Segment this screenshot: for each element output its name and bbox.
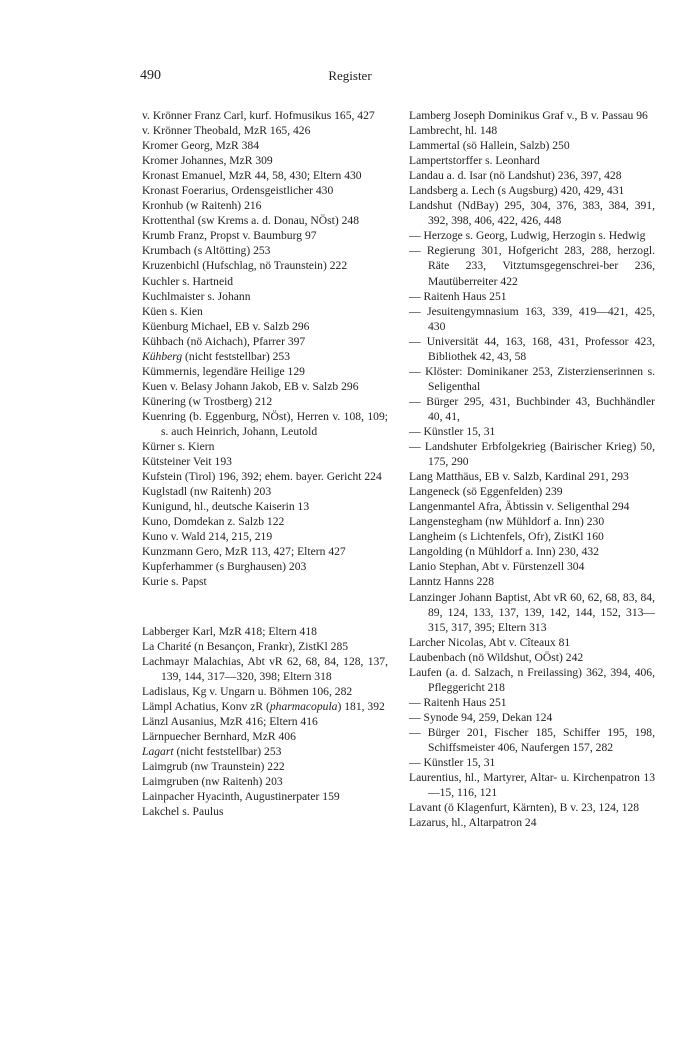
index-entry: Langolding (n Mühldorf a. Inn) 230, 432 [409, 545, 599, 559]
index-entry: Laufen (a. d. Salzach, n Freilassing) 362, 394, 406, Pfleggericht 218 [409, 665, 655, 694]
index-entry: v. Krönner Theobald, MzR 165, 426 [142, 124, 311, 138]
index-entry: Larcher Nicolas, Abt v. Cîteaux 81 [409, 635, 571, 649]
index-column-right [409, 108, 655, 830]
index-entry: Kunigund, hl., deutsche Kaiserin 13 [142, 500, 310, 514]
index-entry: — Raitenh Haus 251 [409, 289, 507, 303]
index-entry: Küenburg Michael, EB v. Salzb 296 [142, 319, 310, 333]
index-entry: Lanzinger Johann Baptist, Abt vR 60, 62, 68, 83, 84, 89, 124, 133, 137, 139, 142, 144, 152, 313—315, 317, 395; Eltern 313 [409, 590, 655, 634]
index-entry: — Jesuitengymnasium 163, 339, 419—421, 425, 430 [409, 304, 655, 333]
index-entry: Lazarus, hl., Altarpatron 24 [409, 816, 537, 830]
index-entry: Kromer Georg, MzR 384 [142, 139, 259, 153]
index-entry: Lampertstorffer s. Leonhard [409, 154, 540, 168]
index-entry: Kronast Foerarius, Ordensgeistlicher 430 [142, 184, 334, 198]
index-entry: Kronhub (w Raitenh) 216 [142, 199, 262, 213]
index-entry: Laubenbach (nö Wildshut, OÖst) 242 [409, 650, 584, 664]
index-entry: Lärnpuecher Bernhard, MzR 406 [142, 729, 296, 743]
index-entry: — Regierung 301, Hofgericht 283, 288, herzogl. Räte 233, Vitztumsgegenschrei-ber 236, Mautüberreiter 422 [409, 244, 655, 288]
index-entry: Lachmayr Malachias, Abt vR 62, 68, 84, 128, 137, 139, 144, 317—320, 398; Eltern 318 [142, 654, 388, 683]
index-entry: Labberger Karl, MzR 418; Eltern 418 [142, 624, 317, 638]
index-entry: Kupferhammer (s Burghausen) 203 [142, 560, 307, 574]
index-entry: Krumb Franz, Propst v. Baumburg 97 [142, 229, 317, 243]
section-gap [142, 590, 388, 624]
index-entry: Kümmernis, legendäre Heilige 129 [142, 364, 305, 378]
index-entry: Laimgruben (nw Raitenh) 203 [142, 774, 283, 788]
index-entry: Langeneck (sö Eggenfelden) 239 [409, 485, 563, 499]
index-entry: Laurentius, hl., Martyrer, Altar- u. Kirchenpatron 13—15, 116, 121 [409, 771, 655, 800]
index-entry: Lambrecht, hl. 148 [409, 124, 498, 138]
index-entry: Kütsteiner Veit 193 [142, 455, 232, 469]
index-entry: Kuenring (b. Eggenburg, NÖst), Herren v. 108, 109; s. auch Heinrich, Johann, Leutold [142, 409, 388, 438]
index-entry: La Charité (n Besançon, Frankr), ZistKl 285 [142, 639, 349, 653]
index-entry: Kurie s. Papst [142, 575, 207, 589]
index-entry: Krottenthal (sw Krems a. d. Donau, NÖst) 248 [142, 214, 360, 228]
index-entry: v. Krönner Franz Carl, kurf. Hofmusikus 165, 427 [142, 109, 375, 122]
index-entry: Kuchlmaister s. Johann [142, 289, 251, 303]
index-entry: Lanntz Hanns 228 [409, 575, 495, 589]
index-entry: Ladislaus, Kg v. Ungarn u. Böhmen 106, 282 [142, 684, 353, 698]
index-entry: Langheim (s Lichtenfels, Ofr), ZistKl 160 [409, 530, 604, 544]
index-entry: Kruzenbichl (Hufschlag, nö Traunstein) 222 [142, 259, 348, 273]
index-entry: Kühbach (nö Aichach), Pfarrer 397 [142, 334, 306, 348]
index-entry: — Bürger 201, Fischer 185, Schiffer 195, 198, Schiffsmeister 406, Naufergen 157, 282 [409, 725, 655, 754]
index-entry: Küen s. Kien [142, 304, 203, 318]
index-entry: — Herzoge s. Georg, Ludwig, Herzogin s. Hedwig [409, 229, 646, 243]
index-entry: Krumbach (s Altötting) 253 [142, 244, 271, 258]
index-entry: Kuen v. Belasy Johann Jakob, EB v. Salzb 296 [142, 379, 359, 393]
index-entry: Kuchler s. Hartneid [142, 274, 234, 288]
index-entry: — Künstler 15, 31 [409, 756, 496, 770]
index-column-left [142, 108, 388, 819]
index-entry: Lakchel s. Paulus [142, 805, 224, 819]
index-entry: Künering (w Trostberg) 212 [142, 394, 273, 408]
running-head: Register [328, 68, 372, 83]
index-entry: Lämpl Achatius, Konv zR (pharmacopula) 181, 392 [142, 699, 385, 713]
index-entry: Lammertal (sö Hallein, Salzb) 250 [409, 139, 570, 153]
page-number: 490 [140, 68, 161, 83]
index-entry: — Universität 44, 163, 168, 431, Professor 423, Bibliothek 42, 43, 58 [409, 334, 655, 363]
index-entry: — Bürger 295, 431, Buchbinder 43, Buchhändler 40, 41, [409, 394, 655, 423]
index-entry: — Klöster: Dominikaner 253, Zisterzienserinnen s. Seligenthal [409, 364, 655, 393]
index-entry: Lamberg Joseph Dominikus Graf v., B v. Passau 96 [409, 109, 648, 122]
index-entry: Länzl Ausanius, MzR 416; Eltern 416 [142, 714, 318, 728]
index-entry: — Synode 94, 259, Dekan 124 [409, 710, 553, 724]
index-entry: Lainpacher Hyacinth, Augustinerpater 159 [142, 790, 340, 804]
index-entry: Landshut (NdBay) 295, 304, 376, 383, 384, 391, 392, 398, 406, 422, 426, 448 [409, 199, 655, 228]
index-entry: Lavant (ö Klagenfurt, Kärnten), B v. 23, 124, 128 [409, 801, 640, 815]
index-entry: Kuno, Domdekan z. Salzb 122 [142, 515, 285, 529]
index-entry: — Landshuter Erbfolgekrieg (Bairischer Krieg) 50, 175, 290 [409, 440, 655, 469]
index-entry: Langenstegham (nw Mühldorf a. Inn) 230 [409, 515, 605, 529]
index-entry: — Raitenh Haus 251 [409, 695, 507, 709]
index-entry: Kromer Johannes, MzR 309 [142, 154, 273, 168]
index-entry: Lagart (nicht feststellbar) 253 [142, 744, 282, 758]
index-entry: Lanio Stephan, Abt v. Fürstenzell 304 [409, 560, 585, 574]
index-entry: Kufstein (Tirol) 196, 392; ehem. bayer. Gericht 224 [142, 470, 382, 484]
index-entry: Laimgrub (nw Traunstein) 222 [142, 759, 285, 773]
index-entry: Lang Matthäus, EB v. Salzb, Kardinal 291, 293 [409, 470, 629, 484]
index-entry: — Künstler 15, 31 [409, 424, 496, 438]
index-entry: Kürner s. Kiern [142, 440, 215, 454]
index-entry: Landau a. d. Isar (nö Landshut) 236, 397, 428 [409, 169, 622, 183]
index-entry: Kühberg (nicht feststellbar) 253 [142, 349, 291, 363]
index-entry: Langenmantel Afra, Äbtissin v. Seligenthal 294 [409, 500, 630, 514]
index-entry: Kronast Emanuel, MzR 44, 58, 430; Eltern 430 [142, 169, 362, 183]
index-entry: Kuno v. Wald 214, 215, 219 [142, 530, 273, 544]
index-entry: Kunzmann Gero, MzR 113, 427; Eltern 427 [142, 545, 346, 559]
index-entry: Kuglstadl (nw Raitenh) 203 [142, 485, 272, 499]
index-entry: Landsberg a. Lech (s Augsburg) 420, 429, 431 [409, 184, 625, 198]
